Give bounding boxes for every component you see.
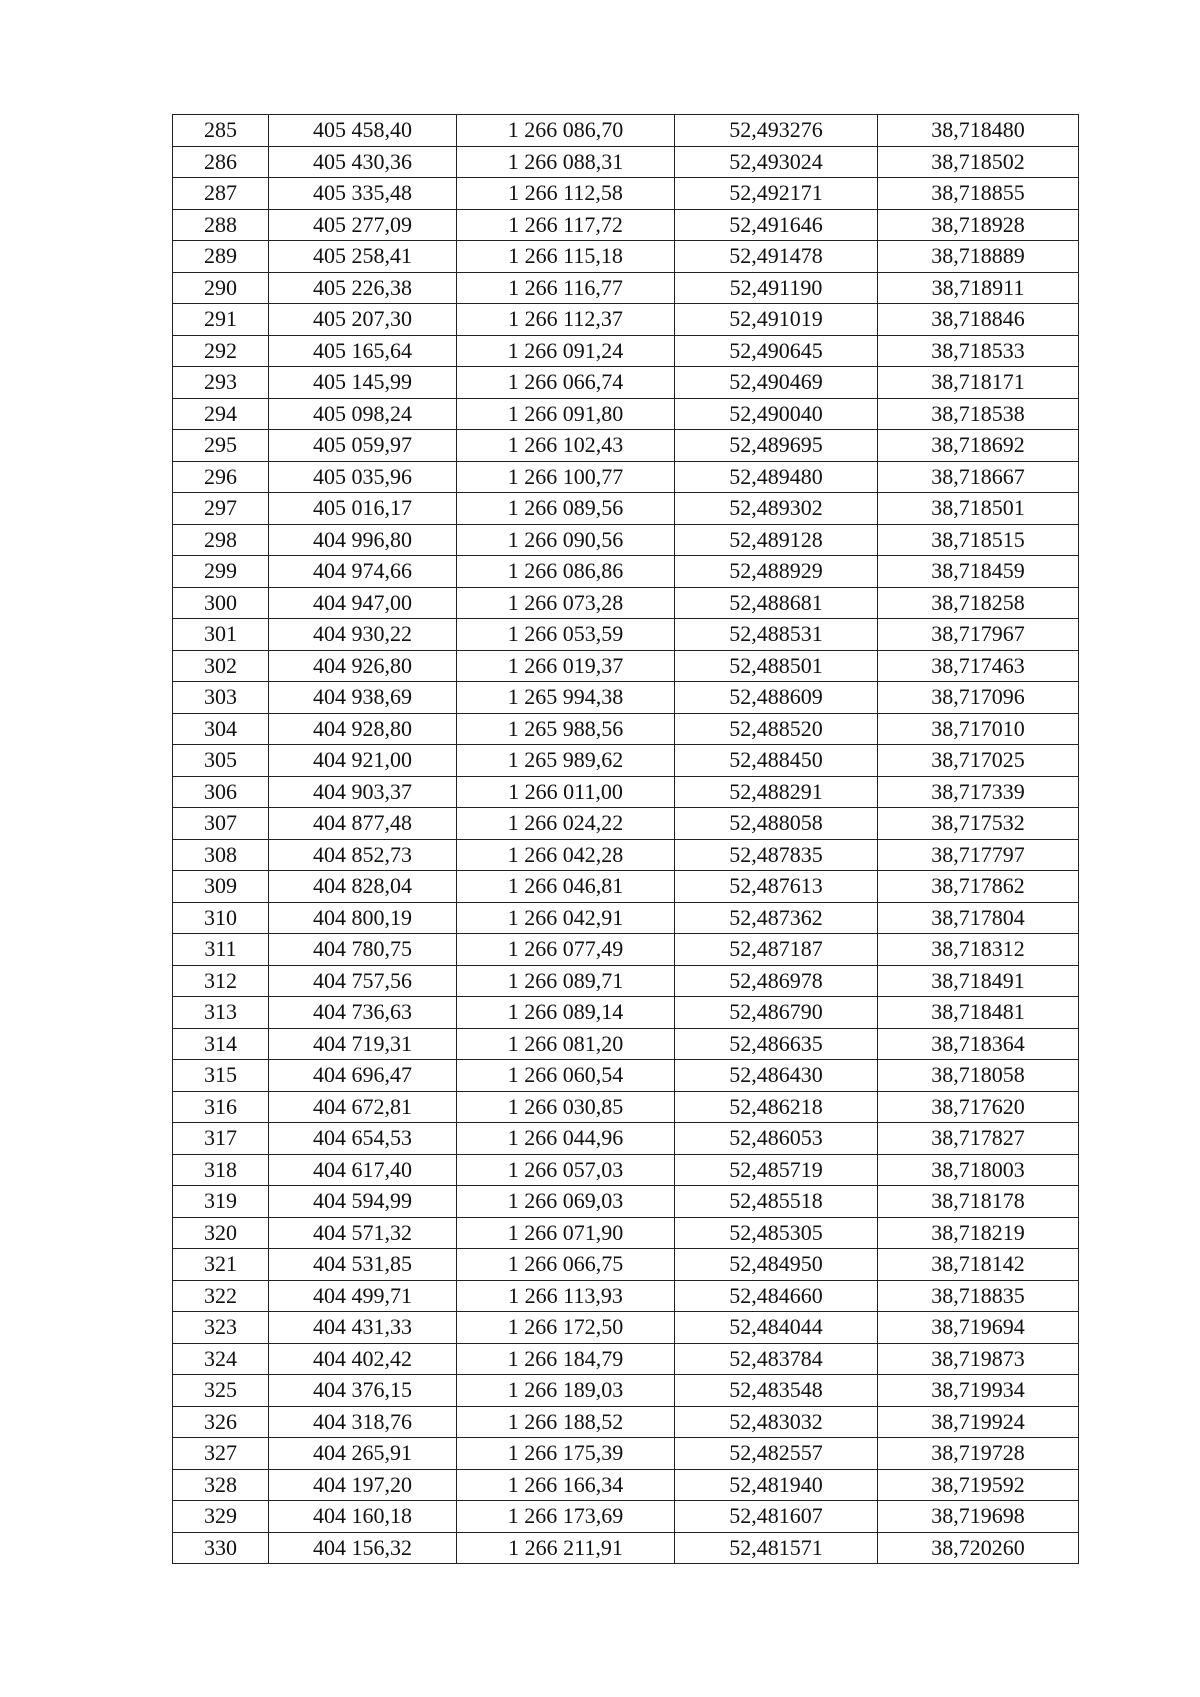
longitude-cell: 38,720260 xyxy=(878,1532,1079,1564)
latitude-cell: 52,489302 xyxy=(675,493,878,525)
longitude-cell: 38,718502 xyxy=(878,146,1079,178)
point-number-cell: 294 xyxy=(173,398,269,430)
latitude-cell: 52,488501 xyxy=(675,650,878,682)
y-coordinate-cell: 1 266 102,43 xyxy=(457,430,675,462)
x-coordinate-cell: 405 226,38 xyxy=(269,272,457,304)
point-number-cell: 300 xyxy=(173,587,269,619)
longitude-cell: 38,718889 xyxy=(878,241,1079,273)
longitude-cell: 38,717827 xyxy=(878,1123,1079,1155)
point-number-cell: 328 xyxy=(173,1469,269,1501)
latitude-cell: 52,481607 xyxy=(675,1501,878,1533)
latitude-cell: 52,491646 xyxy=(675,209,878,241)
y-coordinate-cell: 1 266 175,39 xyxy=(457,1438,675,1470)
point-number-cell: 304 xyxy=(173,713,269,745)
y-coordinate-cell: 1 266 019,37 xyxy=(457,650,675,682)
longitude-cell: 38,717804 xyxy=(878,902,1079,934)
x-coordinate-cell: 405 207,30 xyxy=(269,304,457,336)
table-row xyxy=(173,808,1079,840)
point-number-cell: 291 xyxy=(173,304,269,336)
table-row xyxy=(173,1123,1079,1155)
longitude-cell: 38,718003 xyxy=(878,1154,1079,1186)
y-coordinate-cell: 1 266 091,24 xyxy=(457,335,675,367)
table-row xyxy=(173,1217,1079,1249)
y-coordinate-cell: 1 265 989,62 xyxy=(457,745,675,777)
longitude-cell: 38,718667 xyxy=(878,461,1079,493)
point-number-cell: 325 xyxy=(173,1375,269,1407)
x-coordinate-cell: 404 265,91 xyxy=(269,1438,457,1470)
point-number-cell: 309 xyxy=(173,871,269,903)
latitude-cell: 52,486218 xyxy=(675,1091,878,1123)
table-row xyxy=(173,272,1079,304)
table-row xyxy=(173,839,1079,871)
longitude-cell: 38,717463 xyxy=(878,650,1079,682)
longitude-cell: 38,718855 xyxy=(878,178,1079,210)
point-number-cell: 315 xyxy=(173,1060,269,1092)
y-coordinate-cell: 1 266 189,03 xyxy=(457,1375,675,1407)
longitude-cell: 38,717096 xyxy=(878,682,1079,714)
latitude-cell: 52,486053 xyxy=(675,1123,878,1155)
longitude-cell: 38,719728 xyxy=(878,1438,1079,1470)
latitude-cell: 52,490645 xyxy=(675,335,878,367)
table-row xyxy=(173,1501,1079,1533)
x-coordinate-cell: 404 160,18 xyxy=(269,1501,457,1533)
table-row xyxy=(173,1028,1079,1060)
x-coordinate-cell: 404 499,71 xyxy=(269,1280,457,1312)
point-number-cell: 317 xyxy=(173,1123,269,1155)
longitude-cell: 38,718501 xyxy=(878,493,1079,525)
table-row xyxy=(173,1249,1079,1281)
y-coordinate-cell: 1 266 172,50 xyxy=(457,1312,675,1344)
y-coordinate-cell: 1 266 057,03 xyxy=(457,1154,675,1186)
x-coordinate-cell: 404 757,56 xyxy=(269,965,457,997)
point-number-cell: 287 xyxy=(173,178,269,210)
x-coordinate-cell: 404 780,75 xyxy=(269,934,457,966)
y-coordinate-cell: 1 266 112,58 xyxy=(457,178,675,210)
point-number-cell: 311 xyxy=(173,934,269,966)
point-number-cell: 318 xyxy=(173,1154,269,1186)
table-row xyxy=(173,587,1079,619)
longitude-cell: 38,718928 xyxy=(878,209,1079,241)
latitude-cell: 52,489480 xyxy=(675,461,878,493)
latitude-cell: 52,487613 xyxy=(675,871,878,903)
point-number-cell: 310 xyxy=(173,902,269,934)
y-coordinate-cell: 1 266 115,18 xyxy=(457,241,675,273)
x-coordinate-cell: 405 059,97 xyxy=(269,430,457,462)
y-coordinate-cell: 1 266 042,28 xyxy=(457,839,675,871)
table-row xyxy=(173,524,1079,556)
latitude-cell: 52,486635 xyxy=(675,1028,878,1060)
x-coordinate-cell: 405 016,17 xyxy=(269,493,457,525)
table-row xyxy=(173,650,1079,682)
x-coordinate-cell: 404 852,73 xyxy=(269,839,457,871)
x-coordinate-cell: 405 277,09 xyxy=(269,209,457,241)
point-number-cell: 293 xyxy=(173,367,269,399)
longitude-cell: 38,717339 xyxy=(878,776,1079,808)
point-number-cell: 297 xyxy=(173,493,269,525)
y-coordinate-cell: 1 266 113,93 xyxy=(457,1280,675,1312)
point-number-cell: 330 xyxy=(173,1532,269,1564)
table-row xyxy=(173,178,1079,210)
longitude-cell: 38,719924 xyxy=(878,1406,1079,1438)
latitude-cell: 52,488520 xyxy=(675,713,878,745)
x-coordinate-cell: 405 035,96 xyxy=(269,461,457,493)
point-number-cell: 319 xyxy=(173,1186,269,1218)
x-coordinate-cell: 405 258,41 xyxy=(269,241,457,273)
table-row xyxy=(173,1438,1079,1470)
latitude-cell: 52,491019 xyxy=(675,304,878,336)
x-coordinate-cell: 404 719,31 xyxy=(269,1028,457,1060)
latitude-cell: 52,490040 xyxy=(675,398,878,430)
point-number-cell: 301 xyxy=(173,619,269,651)
x-coordinate-cell: 404 318,76 xyxy=(269,1406,457,1438)
point-number-cell: 296 xyxy=(173,461,269,493)
latitude-cell: 52,488291 xyxy=(675,776,878,808)
point-number-cell: 285 xyxy=(173,115,269,147)
table-row xyxy=(173,1091,1079,1123)
x-coordinate-cell: 405 458,40 xyxy=(269,115,457,147)
x-coordinate-cell: 404 431,33 xyxy=(269,1312,457,1344)
y-coordinate-cell: 1 266 090,56 xyxy=(457,524,675,556)
table-row xyxy=(173,146,1079,178)
longitude-cell: 38,718491 xyxy=(878,965,1079,997)
table-row xyxy=(173,1312,1079,1344)
y-coordinate-cell: 1 266 077,49 xyxy=(457,934,675,966)
point-number-cell: 312 xyxy=(173,965,269,997)
latitude-cell: 52,483784 xyxy=(675,1343,878,1375)
latitude-cell: 52,484660 xyxy=(675,1280,878,1312)
point-number-cell: 327 xyxy=(173,1438,269,1470)
longitude-cell: 38,718258 xyxy=(878,587,1079,619)
longitude-cell: 38,717620 xyxy=(878,1091,1079,1123)
longitude-cell: 38,718480 xyxy=(878,115,1079,147)
latitude-cell: 52,486430 xyxy=(675,1060,878,1092)
latitude-cell: 52,485305 xyxy=(675,1217,878,1249)
y-coordinate-cell: 1 266 073,28 xyxy=(457,587,675,619)
point-number-cell: 324 xyxy=(173,1343,269,1375)
x-coordinate-cell: 405 335,48 xyxy=(269,178,457,210)
point-number-cell: 329 xyxy=(173,1501,269,1533)
table-row xyxy=(173,556,1079,588)
y-coordinate-cell: 1 266 166,34 xyxy=(457,1469,675,1501)
longitude-cell: 38,718142 xyxy=(878,1249,1079,1281)
table-row xyxy=(173,871,1079,903)
x-coordinate-cell: 404 156,32 xyxy=(269,1532,457,1564)
table-row xyxy=(173,1406,1079,1438)
table-row xyxy=(173,335,1079,367)
y-coordinate-cell: 1 266 100,77 xyxy=(457,461,675,493)
table-row xyxy=(173,1060,1079,1092)
latitude-cell: 52,485719 xyxy=(675,1154,878,1186)
table-row xyxy=(173,1375,1079,1407)
longitude-cell: 38,718171 xyxy=(878,367,1079,399)
x-coordinate-cell: 404 736,63 xyxy=(269,997,457,1029)
latitude-cell: 52,489695 xyxy=(675,430,878,462)
latitude-cell: 52,482557 xyxy=(675,1438,878,1470)
x-coordinate-cell: 404 654,53 xyxy=(269,1123,457,1155)
table-row xyxy=(173,1154,1079,1186)
latitude-cell: 52,487187 xyxy=(675,934,878,966)
table-row xyxy=(173,1186,1079,1218)
y-coordinate-cell: 1 266 088,31 xyxy=(457,146,675,178)
y-coordinate-cell: 1 266 024,22 xyxy=(457,808,675,840)
y-coordinate-cell: 1 266 046,81 xyxy=(457,871,675,903)
x-coordinate-cell: 404 903,37 xyxy=(269,776,457,808)
y-coordinate-cell: 1 266 116,77 xyxy=(457,272,675,304)
y-coordinate-cell: 1 266 117,72 xyxy=(457,209,675,241)
y-coordinate-cell: 1 266 188,52 xyxy=(457,1406,675,1438)
table-row xyxy=(173,367,1079,399)
longitude-cell: 38,719934 xyxy=(878,1375,1079,1407)
longitude-cell: 38,719592 xyxy=(878,1469,1079,1501)
longitude-cell: 38,717010 xyxy=(878,713,1079,745)
longitude-cell: 38,718515 xyxy=(878,524,1079,556)
table-row xyxy=(173,304,1079,336)
point-number-cell: 290 xyxy=(173,272,269,304)
table-row xyxy=(173,1280,1079,1312)
point-number-cell: 308 xyxy=(173,839,269,871)
latitude-cell: 52,488681 xyxy=(675,587,878,619)
longitude-cell: 38,718459 xyxy=(878,556,1079,588)
y-coordinate-cell: 1 266 112,37 xyxy=(457,304,675,336)
latitude-cell: 52,492171 xyxy=(675,178,878,210)
longitude-cell: 38,717862 xyxy=(878,871,1079,903)
point-number-cell: 299 xyxy=(173,556,269,588)
longitude-cell: 38,719698 xyxy=(878,1501,1079,1533)
table-row xyxy=(173,461,1079,493)
y-coordinate-cell: 1 265 994,38 xyxy=(457,682,675,714)
latitude-cell: 52,483548 xyxy=(675,1375,878,1407)
table-row xyxy=(173,965,1079,997)
x-coordinate-cell: 404 996,80 xyxy=(269,524,457,556)
y-coordinate-cell: 1 266 081,20 xyxy=(457,1028,675,1060)
longitude-cell: 38,718312 xyxy=(878,934,1079,966)
y-coordinate-cell: 1 266 044,96 xyxy=(457,1123,675,1155)
point-number-cell: 326 xyxy=(173,1406,269,1438)
longitude-cell: 38,718058 xyxy=(878,1060,1079,1092)
latitude-cell: 52,488058 xyxy=(675,808,878,840)
latitude-cell: 52,487835 xyxy=(675,839,878,871)
y-coordinate-cell: 1 266 184,79 xyxy=(457,1343,675,1375)
table-row xyxy=(173,1469,1079,1501)
latitude-cell: 52,493276 xyxy=(675,115,878,147)
table-row xyxy=(173,493,1079,525)
longitude-cell: 38,719694 xyxy=(878,1312,1079,1344)
longitude-cell: 38,719873 xyxy=(878,1343,1079,1375)
table-row xyxy=(173,776,1079,808)
y-coordinate-cell: 1 266 089,14 xyxy=(457,997,675,1029)
latitude-cell: 52,481571 xyxy=(675,1532,878,1564)
y-coordinate-cell: 1 266 173,69 xyxy=(457,1501,675,1533)
latitude-cell: 52,490469 xyxy=(675,367,878,399)
y-coordinate-cell: 1 266 053,59 xyxy=(457,619,675,651)
latitude-cell: 52,487362 xyxy=(675,902,878,934)
point-number-cell: 321 xyxy=(173,1249,269,1281)
x-coordinate-cell: 405 430,36 xyxy=(269,146,457,178)
point-number-cell: 306 xyxy=(173,776,269,808)
longitude-cell: 38,718835 xyxy=(878,1280,1079,1312)
y-coordinate-cell: 1 266 042,91 xyxy=(457,902,675,934)
x-coordinate-cell: 404 938,69 xyxy=(269,682,457,714)
y-coordinate-cell: 1 266 060,54 xyxy=(457,1060,675,1092)
point-number-cell: 323 xyxy=(173,1312,269,1344)
y-coordinate-cell: 1 266 086,86 xyxy=(457,556,675,588)
y-coordinate-cell: 1 266 089,71 xyxy=(457,965,675,997)
latitude-cell: 52,486978 xyxy=(675,965,878,997)
latitude-cell: 52,488450 xyxy=(675,745,878,777)
point-number-cell: 288 xyxy=(173,209,269,241)
longitude-cell: 38,717967 xyxy=(878,619,1079,651)
table-row xyxy=(173,398,1079,430)
table-row xyxy=(173,1532,1079,1564)
x-coordinate-cell: 405 165,64 xyxy=(269,335,457,367)
longitude-cell: 38,718533 xyxy=(878,335,1079,367)
y-coordinate-cell: 1 266 066,74 xyxy=(457,367,675,399)
x-coordinate-cell: 404 594,99 xyxy=(269,1186,457,1218)
latitude-cell: 52,488929 xyxy=(675,556,878,588)
longitude-cell: 38,718219 xyxy=(878,1217,1079,1249)
x-coordinate-cell: 405 098,24 xyxy=(269,398,457,430)
table-row xyxy=(173,745,1079,777)
point-number-cell: 286 xyxy=(173,146,269,178)
x-coordinate-cell: 404 926,80 xyxy=(269,650,457,682)
latitude-cell: 52,489128 xyxy=(675,524,878,556)
point-number-cell: 298 xyxy=(173,524,269,556)
longitude-cell: 38,718692 xyxy=(878,430,1079,462)
x-coordinate-cell: 404 402,42 xyxy=(269,1343,457,1375)
x-coordinate-cell: 404 696,47 xyxy=(269,1060,457,1092)
point-number-cell: 313 xyxy=(173,997,269,1029)
table-row xyxy=(173,713,1079,745)
table-row xyxy=(173,619,1079,651)
coordinates-table xyxy=(172,114,1079,1564)
point-number-cell: 314 xyxy=(173,1028,269,1060)
point-number-cell: 289 xyxy=(173,241,269,273)
coordinates-table-body xyxy=(173,115,1079,1564)
table-row xyxy=(173,997,1079,1029)
x-coordinate-cell: 404 531,85 xyxy=(269,1249,457,1281)
latitude-cell: 52,483032 xyxy=(675,1406,878,1438)
x-coordinate-cell: 405 145,99 xyxy=(269,367,457,399)
x-coordinate-cell: 404 928,80 xyxy=(269,713,457,745)
latitude-cell: 52,486790 xyxy=(675,997,878,1029)
y-coordinate-cell: 1 266 030,85 xyxy=(457,1091,675,1123)
latitude-cell: 52,484950 xyxy=(675,1249,878,1281)
table-row xyxy=(173,209,1079,241)
point-number-cell: 292 xyxy=(173,335,269,367)
x-coordinate-cell: 404 672,81 xyxy=(269,1091,457,1123)
x-coordinate-cell: 404 921,00 xyxy=(269,745,457,777)
y-coordinate-cell: 1 266 011,00 xyxy=(457,776,675,808)
x-coordinate-cell: 404 197,20 xyxy=(269,1469,457,1501)
longitude-cell: 38,718911 xyxy=(878,272,1079,304)
latitude-cell: 52,484044 xyxy=(675,1312,878,1344)
y-coordinate-cell: 1 266 071,90 xyxy=(457,1217,675,1249)
table-row xyxy=(173,241,1079,273)
point-number-cell: 320 xyxy=(173,1217,269,1249)
longitude-cell: 38,717532 xyxy=(878,808,1079,840)
longitude-cell: 38,718364 xyxy=(878,1028,1079,1060)
table-row xyxy=(173,115,1079,147)
x-coordinate-cell: 404 376,15 xyxy=(269,1375,457,1407)
latitude-cell: 52,488531 xyxy=(675,619,878,651)
longitude-cell: 38,717025 xyxy=(878,745,1079,777)
point-number-cell: 302 xyxy=(173,650,269,682)
x-coordinate-cell: 404 947,00 xyxy=(269,587,457,619)
latitude-cell: 52,491190 xyxy=(675,272,878,304)
y-coordinate-cell: 1 266 069,03 xyxy=(457,1186,675,1218)
y-coordinate-cell: 1 266 086,70 xyxy=(457,115,675,147)
x-coordinate-cell: 404 800,19 xyxy=(269,902,457,934)
point-number-cell: 307 xyxy=(173,808,269,840)
y-coordinate-cell: 1 265 988,56 xyxy=(457,713,675,745)
longitude-cell: 38,718538 xyxy=(878,398,1079,430)
table-row xyxy=(173,934,1079,966)
longitude-cell: 38,718846 xyxy=(878,304,1079,336)
x-coordinate-cell: 404 974,66 xyxy=(269,556,457,588)
y-coordinate-cell: 1 266 091,80 xyxy=(457,398,675,430)
latitude-cell: 52,485518 xyxy=(675,1186,878,1218)
longitude-cell: 38,718178 xyxy=(878,1186,1079,1218)
table-row xyxy=(173,682,1079,714)
point-number-cell: 303 xyxy=(173,682,269,714)
latitude-cell: 52,488609 xyxy=(675,682,878,714)
latitude-cell: 52,493024 xyxy=(675,146,878,178)
x-coordinate-cell: 404 877,48 xyxy=(269,808,457,840)
longitude-cell: 38,718481 xyxy=(878,997,1079,1029)
point-number-cell: 316 xyxy=(173,1091,269,1123)
y-coordinate-cell: 1 266 089,56 xyxy=(457,493,675,525)
x-coordinate-cell: 404 571,32 xyxy=(269,1217,457,1249)
latitude-cell: 52,491478 xyxy=(675,241,878,273)
table-row xyxy=(173,902,1079,934)
point-number-cell: 295 xyxy=(173,430,269,462)
point-number-cell: 322 xyxy=(173,1280,269,1312)
table-row xyxy=(173,1343,1079,1375)
point-number-cell: 305 xyxy=(173,745,269,777)
y-coordinate-cell: 1 266 066,75 xyxy=(457,1249,675,1281)
x-coordinate-cell: 404 930,22 xyxy=(269,619,457,651)
table-row xyxy=(173,430,1079,462)
x-coordinate-cell: 404 828,04 xyxy=(269,871,457,903)
latitude-cell: 52,481940 xyxy=(675,1469,878,1501)
longitude-cell: 38,717797 xyxy=(878,839,1079,871)
x-coordinate-cell: 404 617,40 xyxy=(269,1154,457,1186)
y-coordinate-cell: 1 266 211,91 xyxy=(457,1532,675,1564)
